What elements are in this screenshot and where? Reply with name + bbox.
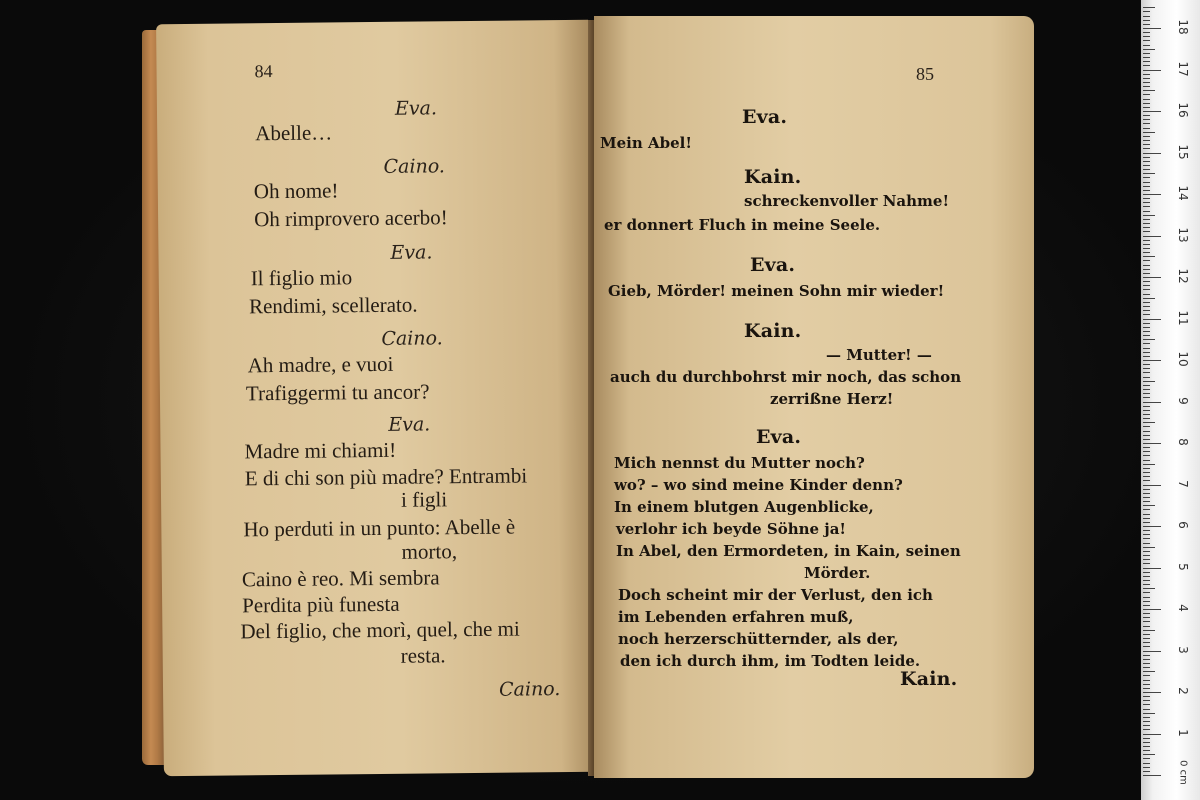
ruler-tick bbox=[1143, 148, 1150, 149]
ruler-tick bbox=[1143, 323, 1150, 324]
verse-line: In einem blutgen Augenblicke, bbox=[614, 498, 874, 516]
verse-line: Del figlio, che morì, quel, che mi bbox=[240, 616, 520, 644]
verse-line: im Lebenden erfahren muß, bbox=[618, 608, 854, 626]
ruler-tick bbox=[1143, 103, 1150, 104]
speaker-label: Eva. bbox=[388, 413, 431, 436]
ruler-tick bbox=[1143, 713, 1155, 714]
ruler-tick bbox=[1143, 94, 1150, 95]
ruler-tick bbox=[1143, 40, 1150, 41]
ruler-tick bbox=[1143, 422, 1155, 423]
ruler-tick bbox=[1143, 74, 1150, 75]
ruler-tick bbox=[1143, 206, 1150, 207]
ruler-tick bbox=[1143, 472, 1150, 473]
verse-line: Rendimi, scellerato. bbox=[248, 292, 418, 319]
ruler-label: 7 bbox=[1176, 479, 1190, 488]
right-page-number: 85 bbox=[916, 64, 934, 84]
ruler-tick bbox=[1143, 227, 1150, 228]
speaker-label: Eva. bbox=[742, 106, 788, 128]
ruler-tick bbox=[1143, 642, 1150, 643]
ruler-tick bbox=[1143, 260, 1150, 261]
ruler-tick bbox=[1143, 775, 1161, 776]
ruler-tick bbox=[1143, 514, 1150, 515]
ruler-tick bbox=[1143, 634, 1150, 635]
ruler-tick bbox=[1143, 319, 1161, 320]
ruler-tick bbox=[1143, 36, 1150, 37]
speaker-label: Eva. bbox=[750, 254, 796, 276]
speaker-label: Kain. bbox=[744, 166, 802, 188]
ruler-tick bbox=[1143, 53, 1150, 54]
ruler-tick bbox=[1143, 435, 1150, 436]
verse-line: noch herzerschütternder, als der, bbox=[618, 630, 899, 648]
ruler-tick bbox=[1143, 65, 1150, 66]
ruler-tick bbox=[1143, 57, 1150, 58]
ruler-tick bbox=[1143, 389, 1150, 390]
ruler-tick bbox=[1143, 136, 1150, 137]
ruler-tick bbox=[1143, 277, 1161, 278]
ruler-tick bbox=[1143, 132, 1155, 133]
ruler-tick bbox=[1143, 671, 1155, 672]
ruler-tick bbox=[1143, 476, 1150, 477]
ruler-tick bbox=[1143, 385, 1150, 386]
ruler-tick bbox=[1143, 460, 1150, 461]
ruler-tick bbox=[1143, 314, 1150, 315]
ruler-tick bbox=[1143, 294, 1150, 295]
ruler-tick bbox=[1143, 381, 1155, 382]
ruler-tick bbox=[1143, 455, 1150, 456]
ruler-label: 10 bbox=[1176, 351, 1190, 367]
ruler-tick bbox=[1143, 758, 1150, 759]
speaker-label: Eva. bbox=[394, 97, 438, 120]
ruler-tick bbox=[1143, 588, 1155, 589]
ruler-tick bbox=[1143, 572, 1150, 573]
ruler-tick bbox=[1143, 161, 1150, 162]
ruler-tick bbox=[1143, 534, 1150, 535]
verse-line: zerrißne Herz! bbox=[770, 390, 894, 408]
ruler-tick bbox=[1143, 61, 1150, 62]
ruler-tick bbox=[1143, 447, 1150, 448]
verse-line: den ich durch ihm, im Todten leide. bbox=[620, 652, 921, 670]
ruler-tick bbox=[1143, 285, 1150, 286]
verse-line: er donnert Fluch in meine Seele. bbox=[604, 216, 881, 234]
ruler-tick bbox=[1143, 202, 1150, 203]
verse-line: Ho perduti in un punto: Abelle è bbox=[243, 514, 516, 542]
verse-line: — Mutter! — bbox=[826, 346, 932, 364]
ruler-tick bbox=[1143, 418, 1150, 419]
ruler-tick bbox=[1143, 750, 1150, 751]
ruler-tick bbox=[1143, 256, 1155, 257]
verse-line: Mein Abel! bbox=[600, 134, 692, 152]
ruler-tick bbox=[1143, 360, 1161, 361]
verse-line: Il figlio mio bbox=[250, 265, 353, 291]
ruler-tick bbox=[1143, 605, 1150, 606]
ruler-tick bbox=[1143, 443, 1161, 444]
verse-line: Mörder. bbox=[804, 564, 871, 582]
ruler-tick bbox=[1143, 368, 1150, 369]
ruler-tick bbox=[1143, 576, 1150, 577]
ruler-label: 16 bbox=[1176, 102, 1190, 118]
ruler-tick bbox=[1143, 651, 1161, 652]
ruler-tick bbox=[1143, 530, 1150, 531]
ruler-label: 1 bbox=[1176, 728, 1190, 737]
ruler-tick bbox=[1143, 348, 1150, 349]
ruler-tick bbox=[1143, 563, 1150, 564]
verse-line: schreckenvoller Nahme! bbox=[744, 192, 950, 210]
ruler-tick bbox=[1143, 505, 1155, 506]
ruler-tick bbox=[1143, 767, 1150, 768]
ruler-tick bbox=[1143, 746, 1150, 747]
ruler-label: 5 bbox=[1176, 562, 1190, 571]
ruler-label: 2 bbox=[1176, 687, 1190, 695]
speaker-label: Kain. bbox=[744, 320, 802, 342]
verse-line: wo? – wo sind meine Kinder denn? bbox=[614, 476, 903, 494]
ruler-tick bbox=[1143, 721, 1150, 722]
ruler-tick bbox=[1143, 252, 1150, 253]
ruler-tick bbox=[1143, 302, 1150, 303]
ruler-tick bbox=[1143, 236, 1161, 237]
ruler-tick bbox=[1143, 211, 1150, 212]
ruler-tick bbox=[1143, 352, 1150, 353]
ruler-tick bbox=[1143, 771, 1150, 772]
ruler-tick bbox=[1143, 700, 1150, 701]
ruler-tick bbox=[1143, 186, 1150, 187]
verse-line: verlohr ich beyde Söhne ja! bbox=[616, 520, 847, 538]
ruler-label: 0 cm bbox=[1177, 760, 1189, 785]
ruler-tick bbox=[1143, 592, 1150, 593]
ruler-tick bbox=[1143, 115, 1150, 116]
ruler-tick bbox=[1143, 153, 1161, 154]
ruler-tick bbox=[1143, 617, 1150, 618]
ruler-tick bbox=[1143, 630, 1155, 631]
speaker-label: Kain. bbox=[900, 668, 958, 690]
ruler-tick bbox=[1143, 742, 1150, 743]
ruler-tick bbox=[1143, 559, 1150, 560]
ruler-tick bbox=[1143, 621, 1150, 622]
ruler-tick bbox=[1143, 684, 1150, 685]
ruler-label: 11 bbox=[1176, 309, 1190, 326]
ruler-label: 8 bbox=[1176, 438, 1190, 446]
verse-line: Oh nome! bbox=[253, 178, 339, 204]
ruler-tick bbox=[1143, 16, 1150, 17]
ruler-tick bbox=[1143, 692, 1161, 693]
ruler-tick bbox=[1143, 638, 1150, 639]
ruler-tick bbox=[1143, 273, 1150, 274]
verse-line: Doch scheint mir der Verlust, den ich bbox=[618, 586, 933, 604]
ruler-tick bbox=[1143, 7, 1155, 8]
verse-line: In Abel, den Ermordeten, in Kain, seinen bbox=[616, 542, 961, 560]
ruler-tick bbox=[1143, 111, 1161, 112]
ruler-tick bbox=[1143, 485, 1161, 486]
verse-line: Oh rimprovero acerbo! bbox=[253, 205, 448, 232]
ruler-tick bbox=[1143, 543, 1150, 544]
ruler-tick bbox=[1143, 194, 1161, 195]
ruler-tick bbox=[1143, 123, 1150, 124]
ruler-tick bbox=[1143, 555, 1150, 556]
ruler-tick bbox=[1143, 464, 1155, 465]
ruler-tick bbox=[1143, 335, 1150, 336]
speaker-label: Eva. bbox=[390, 241, 433, 264]
ruler-tick bbox=[1143, 377, 1150, 378]
ruler-tick bbox=[1143, 410, 1150, 411]
ruler-tick bbox=[1143, 609, 1161, 610]
ruler-tick bbox=[1143, 240, 1150, 241]
ruler-tick bbox=[1143, 119, 1150, 120]
ruler-tick bbox=[1143, 580, 1150, 581]
ruler-tick bbox=[1143, 356, 1150, 357]
ruler-tick bbox=[1143, 327, 1150, 328]
ruler-tick bbox=[1143, 663, 1150, 664]
ruler-tick bbox=[1143, 289, 1150, 290]
ruler-tick bbox=[1143, 393, 1150, 394]
ruler-tick bbox=[1143, 626, 1150, 627]
ruler-tick bbox=[1143, 99, 1150, 100]
ruler-tick bbox=[1143, 24, 1150, 25]
ruler-tick bbox=[1143, 215, 1155, 216]
ruler-tick bbox=[1143, 177, 1150, 178]
ruler-tick bbox=[1143, 538, 1150, 539]
verse-line: Ah madre, e vuoi bbox=[247, 351, 394, 378]
ruler-tick bbox=[1143, 667, 1150, 668]
ruler-tick bbox=[1143, 468, 1150, 469]
verse-line: Abelle… bbox=[255, 120, 333, 146]
speaker-label: Eva. bbox=[756, 426, 802, 448]
ruler-tick bbox=[1143, 402, 1161, 403]
ruler-tick bbox=[1143, 339, 1155, 340]
ruler-tick bbox=[1143, 493, 1150, 494]
ruler-tick bbox=[1143, 310, 1150, 311]
left-page bbox=[156, 20, 596, 776]
ruler-tick bbox=[1143, 729, 1150, 730]
ruler-tick bbox=[1143, 223, 1150, 224]
ruler-tick bbox=[1143, 244, 1150, 245]
ruler-tick bbox=[1143, 173, 1155, 174]
ruler-tick bbox=[1143, 717, 1150, 718]
ruler-label: 14 bbox=[1176, 185, 1190, 201]
ruler-tick bbox=[1143, 157, 1150, 158]
verse-line: Caino è reo. Mi sembra bbox=[241, 565, 440, 592]
ruler-label: 9 bbox=[1176, 396, 1190, 405]
ruler-tick bbox=[1143, 696, 1150, 697]
ruler-tick bbox=[1143, 182, 1150, 183]
speaker-label: Caino. bbox=[381, 327, 443, 350]
ruler-tick bbox=[1143, 613, 1150, 614]
ruler-label: 12 bbox=[1176, 268, 1190, 284]
ruler-tick bbox=[1143, 551, 1150, 552]
ruler-tick bbox=[1143, 709, 1150, 710]
ruler-tick bbox=[1143, 397, 1150, 398]
ruler-tick bbox=[1143, 655, 1150, 656]
ruler-tick bbox=[1143, 248, 1150, 249]
ruler-tick bbox=[1143, 597, 1150, 598]
ruler-tick bbox=[1143, 763, 1150, 764]
ruler-tick bbox=[1143, 431, 1150, 432]
verse-line: resta. bbox=[400, 643, 446, 668]
ruler-label: 13 bbox=[1176, 226, 1190, 243]
verse-line: Mich nennst du Mutter noch? bbox=[614, 454, 865, 472]
ruler-tick bbox=[1143, 680, 1150, 681]
ruler-tick bbox=[1143, 522, 1150, 523]
ruler-tick bbox=[1143, 439, 1150, 440]
verse-line: morto, bbox=[401, 539, 458, 564]
verse-line: Perdita più funesta bbox=[242, 591, 400, 618]
ruler-tick bbox=[1143, 364, 1150, 365]
ruler-tick bbox=[1143, 11, 1150, 12]
ruler-tick bbox=[1143, 509, 1150, 510]
ruler-tick bbox=[1143, 82, 1150, 83]
ruler-tick bbox=[1143, 128, 1150, 129]
verse-line: Gieb, Mörder! meinen Sohn mir wieder! bbox=[608, 282, 945, 300]
ruler-tick bbox=[1143, 343, 1150, 344]
verse-line: Madre mi chiami! bbox=[244, 437, 397, 464]
ruler-tick bbox=[1143, 754, 1155, 755]
ruler-tick bbox=[1143, 372, 1150, 373]
ruler-tick bbox=[1143, 306, 1150, 307]
ruler-tick bbox=[1143, 231, 1150, 232]
ruler-label: 4 bbox=[1176, 604, 1190, 612]
ruler-label: 3 bbox=[1176, 645, 1190, 654]
ruler-tick bbox=[1143, 501, 1150, 502]
ruler-tick bbox=[1143, 331, 1150, 332]
speaker-label: Caino. bbox=[498, 678, 561, 701]
ruler-tick bbox=[1143, 107, 1150, 108]
ruler-tick bbox=[1143, 414, 1150, 415]
ruler-tick bbox=[1143, 144, 1150, 145]
ruler-tick bbox=[1143, 70, 1161, 71]
ruler-tick bbox=[1143, 265, 1150, 266]
ruler-tick bbox=[1143, 451, 1150, 452]
verse-line: auch du durchbohrst mir noch, das schon bbox=[610, 368, 962, 386]
ruler-tick bbox=[1143, 406, 1150, 407]
ruler-tick bbox=[1143, 568, 1161, 569]
ruler-tick bbox=[1143, 584, 1150, 585]
ruler-label: 18 bbox=[1176, 19, 1190, 35]
ruler-tick bbox=[1143, 659, 1150, 660]
ruler-tick bbox=[1143, 725, 1150, 726]
ruler-tick bbox=[1143, 219, 1150, 220]
ruler-tick bbox=[1143, 165, 1150, 166]
ruler-tick bbox=[1143, 688, 1150, 689]
right-page bbox=[594, 16, 1034, 778]
ruler-tick bbox=[1143, 426, 1150, 427]
ruler-tick bbox=[1143, 480, 1150, 481]
ruler-tick bbox=[1143, 518, 1150, 519]
ruler-tick bbox=[1143, 704, 1150, 705]
ruler-tick bbox=[1143, 198, 1150, 199]
ruler-tick bbox=[1143, 169, 1150, 170]
ruler-tick bbox=[1143, 646, 1150, 647]
ruler-tick bbox=[1143, 140, 1150, 141]
verse-line: Trafiggermi tu ancor? bbox=[245, 379, 430, 406]
speaker-label: Caino. bbox=[383, 155, 446, 178]
ruler-tick bbox=[1143, 281, 1150, 282]
ruler-tick bbox=[1143, 90, 1155, 91]
ruler-tick bbox=[1143, 489, 1150, 490]
ruler-label: 17 bbox=[1176, 60, 1190, 77]
ruler-tick bbox=[1143, 32, 1150, 33]
ruler-tick bbox=[1143, 269, 1150, 270]
ruler-tick bbox=[1143, 78, 1150, 79]
left-page-number: 84 bbox=[254, 61, 273, 82]
ruler-tick bbox=[1143, 20, 1150, 21]
ruler-tick bbox=[1143, 190, 1150, 191]
ruler-tick bbox=[1143, 675, 1150, 676]
ruler-tick bbox=[1143, 601, 1150, 602]
ruler-label: 6 bbox=[1176, 521, 1190, 529]
ruler-tick bbox=[1143, 547, 1155, 548]
ruler-tick bbox=[1143, 86, 1150, 87]
verse-line: i figli bbox=[400, 487, 448, 512]
ruler-tick bbox=[1143, 28, 1161, 29]
ruler-tick bbox=[1143, 526, 1161, 527]
ruler-tick bbox=[1143, 45, 1150, 46]
ruler-tick bbox=[1143, 738, 1150, 739]
ruler-tick bbox=[1143, 734, 1161, 735]
ruler-label: 15 bbox=[1176, 143, 1190, 160]
verse-line: E di chi son più madre? Entrambi bbox=[244, 463, 528, 491]
ruler-tick bbox=[1143, 298, 1155, 299]
ruler-tick bbox=[1143, 497, 1150, 498]
ruler-tick bbox=[1143, 49, 1155, 50]
